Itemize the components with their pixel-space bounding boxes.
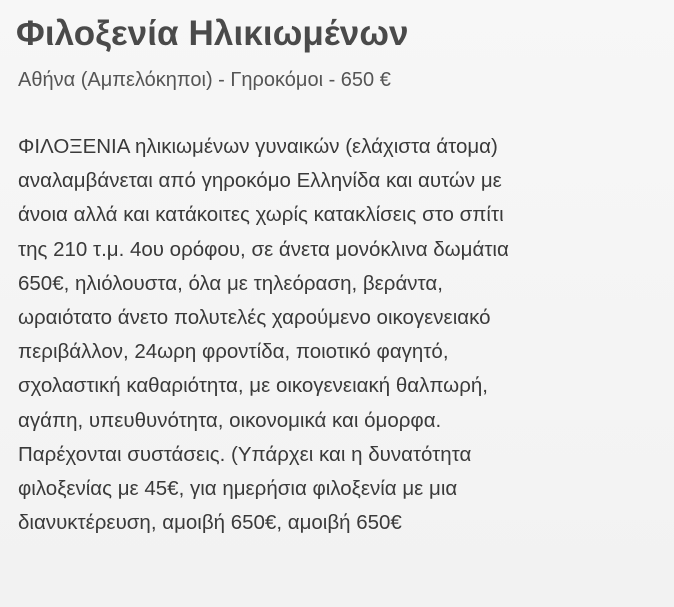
- description-line: αναλαμβάνεται από γηροκόμο Ελληνίδα και αυτών με: [18, 169, 502, 193]
- description-line: άνοια αλλά και κατάκοιτες χωρίς κατακλίσεις στο σπίτι: [18, 203, 504, 227]
- description-line: αγάπη, υπευθυνότητα, οικονομικά και όμορφα.: [18, 408, 442, 432]
- description-line: διανυκτέρευση, αμοιβή 650€, αμοιβή 650€: [18, 511, 402, 535]
- description-line: 650€, ηλιόλουστα, όλα με τηλεόραση, βεράντα,: [18, 271, 443, 295]
- description-line: Παρέχονται συστάσεις. (Υπάρχει και η δυνατότητα: [18, 442, 472, 466]
- description-line: ωραιότατο άνετο πολυτελές χαρούμενο οικογενειακό: [18, 306, 491, 330]
- listing-description: [18, 130, 660, 540]
- description-line: σχολαστική καθαριότητα, με οικογενειακή θαλπωρή,: [18, 374, 488, 398]
- description-line: της 210 τ.μ. 4ου ορόφου, σε άνετα μονόκλινα δωμάτια: [18, 237, 509, 261]
- description-line: περιβάλλον, 24ωρη φροντίδα, ποιοτικό φαγητό,: [18, 340, 449, 364]
- listing-title: Φιλοξενία Ηλικιωμένων: [16, 14, 409, 53]
- description-line: ΦΙΛΟΞΕΝΙΑ ηλικιωμένων γυναικών (ελάχιστα άτομα): [18, 135, 498, 158]
- listing-subtitle: Αθήνα (Αμπελόκηποι) - Γηροκόμοι - 650 €: [18, 69, 391, 91]
- description-line: φιλοξενίας με 45€, για ημερήσια φιλοξενία με μια: [18, 477, 458, 501]
